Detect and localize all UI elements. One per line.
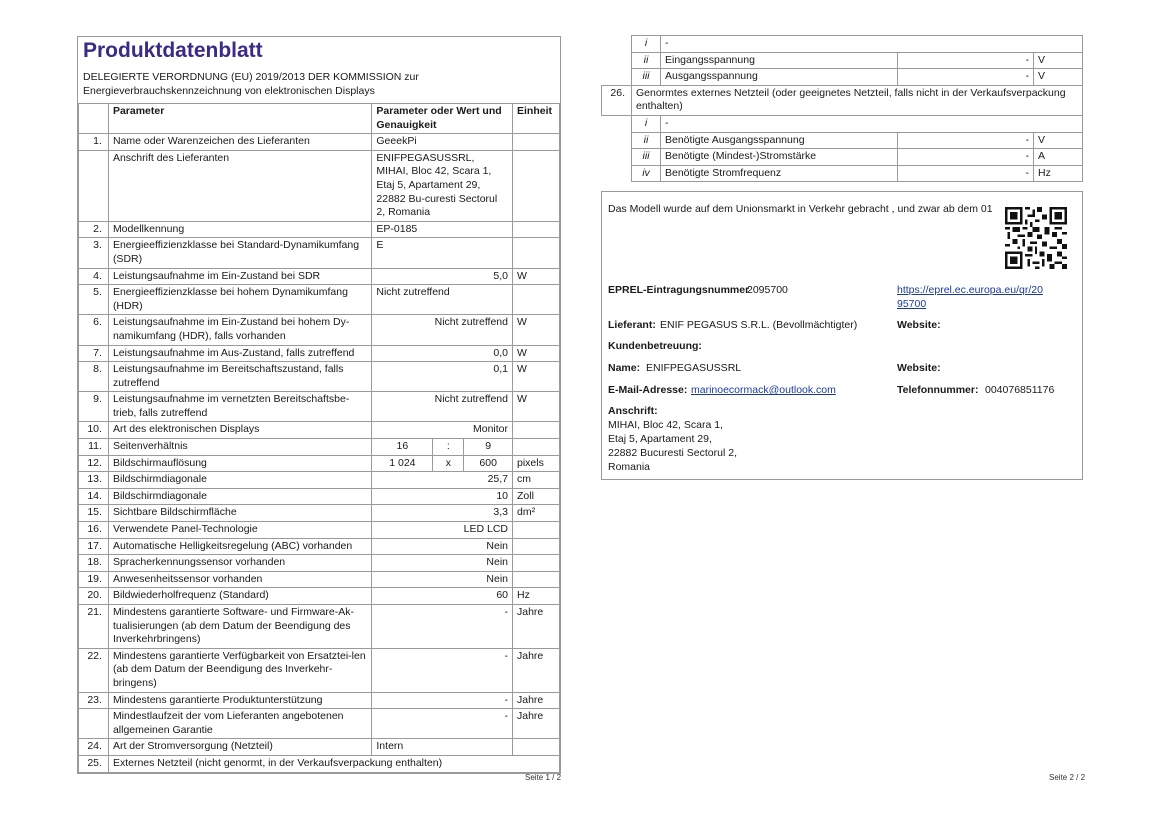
table-row: 24. Art der Stromversorgung (Netzteil) Intern xyxy=(79,739,560,756)
supplier-label: Lieferant: xyxy=(608,319,656,331)
address-line: MIHAI, Bloc 42, Scara 1, xyxy=(608,419,723,431)
table-row: iv Benötigte Stromfrequenz - Hz xyxy=(602,165,1083,182)
address-line: 22882 Bucuresti Sectorul 2, xyxy=(608,447,737,459)
parameter-table xyxy=(78,103,560,773)
table-row: i - xyxy=(602,36,1083,53)
table-row: 26. Genormtes externes Netzteil (oder geeignetes Netzteil, falls nicht in der Verkaufsverpackung enthalten) xyxy=(602,85,1083,115)
eprel-link[interactable]: https://eprel.ec.europa.eu/qr/20 xyxy=(897,284,1043,296)
eprel-label: EPREL-Eintragungsnummer xyxy=(608,284,750,296)
table-row: ii Benötigte Ausgangsspannung - V xyxy=(602,132,1083,149)
table-row: 4. Leistungsaufnahme im Ein-Zustand bei SDR 5,0 W xyxy=(79,268,560,285)
table-row: 5. Energieeffizienzklasse bei hohem Dynamikumfang (HDR) Nicht zutreffend xyxy=(79,285,560,315)
market-date-text: Das Modell wurde auf dem Unionsmarkt in Verkehr gebracht , und zwar ab dem 01 xyxy=(608,203,993,215)
address-label: Anschrift: xyxy=(608,405,658,417)
datasheet-page-2-table xyxy=(601,35,1083,182)
table-row: 22. Mindestens garantierte Verfügbarkeit von Ersatztei-len (ab dem Datum der Beendigung des Inverkehr-bringens) - Jahre xyxy=(79,648,560,692)
qr-code-icon xyxy=(1005,207,1067,269)
table-row: iii Benötigte (Mindest-)Stromstärke - A xyxy=(602,149,1083,166)
table-row: 2. Modellkennung EP-0185 xyxy=(79,221,560,238)
table-row: 19. Anwesenheitssensor vorhanden Nein xyxy=(79,571,560,588)
phone-label: Telefonnummer: xyxy=(897,384,979,396)
page-title: Produktdatenblatt xyxy=(83,39,263,62)
power-supply-table xyxy=(601,35,1083,182)
name-value: ENIFPEGASUSSRL xyxy=(646,362,742,374)
datasheet-page-1 xyxy=(77,36,561,774)
email-label: E-Mail-Adresse: xyxy=(608,384,688,396)
header-unit: Einheit xyxy=(513,104,560,134)
table-row: 3. Energieeffizienzklasse bei Standard-Dynamikumfang (SDR) E xyxy=(79,238,560,268)
table-row: 1. Name oder Warenzeichen des Lieferanten GeeekPi xyxy=(79,134,560,151)
email-link[interactable]: marinoecormack@outlook.com xyxy=(691,384,836,396)
table-row: 7. Leistungsaufnahme im Aus-Zustand, falls zutreffend 0,0 W xyxy=(79,345,560,362)
table-row: 21. Mindestens garantierte Software- und Firmware-Ak-tualisierungen (ab dem Datum der Beendigung des Inverkehrbringens) - Jahre xyxy=(79,605,560,649)
phone-value: 004076851176 xyxy=(985,384,1055,396)
eprel-link-cont[interactable]: 95700 xyxy=(897,298,927,310)
table-row: 23. Mindestens garantierte Produktunterstützung - Jahre xyxy=(79,692,560,709)
table-row: ii Eingangsspannung - V xyxy=(602,52,1083,69)
support-label: Kundenbetreuung: xyxy=(608,340,702,352)
table-row: iii Ausgangsspannung - V xyxy=(602,69,1083,86)
table-row: 9. Leistungsaufnahme im vernetzten Bereitschaftsbe-trieb, falls zutreffend Nicht zutreffend W xyxy=(79,392,560,422)
table-row: 13. Bildschirmdiagonale 25,7 cm xyxy=(79,472,560,489)
page-footer-right: Seite 2 / 2 xyxy=(1049,773,1086,782)
address-line: Romania xyxy=(608,461,651,473)
table-row: i - xyxy=(602,115,1083,132)
table-row: Mindestlaufzeit der vom Lieferanten angebotenen allgemeinen Garantie - Jahre xyxy=(79,709,560,739)
header-parameter: Parameter xyxy=(108,104,371,134)
eprel-number: 2095700 xyxy=(747,284,788,296)
table-row: 8. Leistungsaufnahme im Bereitschaftszustand, falls zutreffend 0,1 W xyxy=(79,362,560,392)
header-value: Parameter oder Wert und Genauigkeit xyxy=(372,104,513,134)
table-header xyxy=(79,104,560,134)
table-row: 17. Automatische Helligkeitsregelung (ABC) vorhanden Nein xyxy=(79,538,560,555)
website-label: Website: xyxy=(897,319,941,331)
website-label-2: Website: xyxy=(897,362,941,374)
address-line: Etaj 5, Apartament 29, xyxy=(608,433,712,445)
table-row: 25. Externes Netzteil (nicht genormt, in der Verkaufsverpackung enthalten) xyxy=(79,755,560,772)
table-row: 14. Bildschirmdiagonale 10 Zoll xyxy=(79,488,560,505)
table-row: 15. Sichtbare Bildschirmfläche 3,3 dm² xyxy=(79,505,560,522)
table-row: 12. Bildschirmauflösung 1 024 x 600 pixels xyxy=(79,455,560,472)
supplier-value: ENIF PEGASUS S.R.L. (Bevollmächtigter) xyxy=(660,319,858,331)
table-row: 18. Spracherkennungssensor vorhanden Nein xyxy=(79,555,560,572)
table-row: Anschrift des Lieferanten ENIFPEGASUSSRL, MIHAI, Bloc 42, Scara 1, Etaj 5, Apartament 29, 22882 Bu-curesti Sectorul 2, Romania xyxy=(79,150,560,221)
table-row: 6. Leistungsaufnahme im Ein-Zustand bei hohem Dy-namikumfang (HDR), falls vorhanden Nicht zutreffend W xyxy=(79,315,560,345)
table-row: 11. Seitenverhältnis 16 : 9 xyxy=(79,439,560,456)
table-row: 20. Bildwiederholfrequenz (Standard) 60 Hz xyxy=(79,588,560,605)
name-label: Name: xyxy=(608,362,641,374)
table-row: 16. Verwendete Panel-Technologie LED LCD xyxy=(79,522,560,539)
table-row: 10. Art des elektronischen Displays Monitor xyxy=(79,422,560,439)
regulation-subtitle: DELEGIERTE VERORDNUNG (EU) 2019/2013 DER KOMMISSION zur Energieverbrauchskennzeichnung von elektronischen Displays xyxy=(83,71,419,97)
page-footer-left: Seite 1 / 2 xyxy=(525,773,562,782)
